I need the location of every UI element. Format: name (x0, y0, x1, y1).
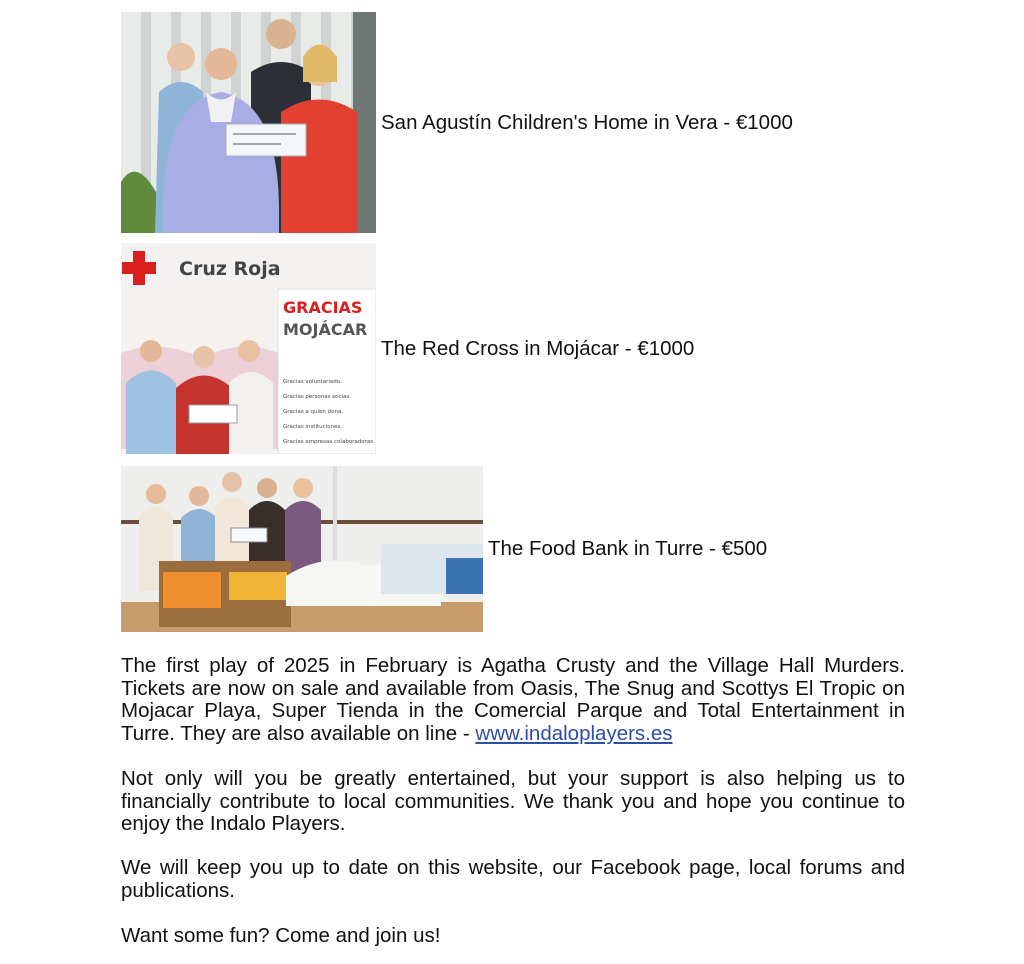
svg-text:MOJÁCAR: MOJÁCAR (283, 320, 368, 339)
donation-photo-3 (121, 466, 483, 632)
support-paragraph: Not only will you be greatly entertained, but your support is also helping us to financially contribute to local communities. We thank you and hope you continue to enjoy the Indalo Players. (121, 767, 905, 835)
join-us-paragraph: Want some fun? Come and join us! (121, 924, 441, 947)
donation-caption-3: The Food Bank in Turre - €500 (488, 537, 768, 560)
group-photo-icon (121, 243, 376, 454)
svg-text:Gracias voluntariado.: Gracias voluntariado. (283, 379, 342, 385)
indaloplayers-link[interactable]: www.indaloplayers.es (475, 721, 673, 745)
svg-text:Gracias a quien dona.: Gracias a quien dona. (283, 409, 344, 415)
svg-text:GRACIAS: GRACIAS (283, 298, 363, 317)
play-announcement-text: The first play of 2025 in February is Agatha Crusty and the Village Hall Murders. Tickets are now on sale and available from Oasis, The Snug and Scottys El Tropic on Mojacar Playa, Super Tienda in the Comercial Parque and Total Entertainment in Turre. They are also available on line - (121, 654, 905, 745)
donation-caption-2: The Red Cross in Mojácar - €1000 (381, 336, 695, 360)
svg-text:Gracias instituciones.: Gracias instituciones. (283, 424, 343, 430)
donation-row-3 (121, 466, 767, 632)
play-announcement-paragraph (121, 655, 905, 745)
donation-photo-2 (121, 243, 376, 454)
donation-caption-1: San Agustín Children's Home in Vera - €1000 (381, 110, 793, 134)
svg-text:Gracias empresas colaboradoras: Gracias empresas colaboradoras (283, 439, 374, 445)
red-cross-org-text: Cruz Roja (179, 258, 281, 280)
group-photo-icon (121, 466, 483, 632)
donation-photo-1 (121, 12, 376, 233)
donation-row-2 (121, 243, 694, 454)
updates-paragraph: We will keep you up to date on this website, our Facebook page, local forums and publications. (121, 856, 905, 902)
svg-text:Gracias personas socias.: Gracias personas socias. (283, 394, 352, 400)
group-photo-icon (121, 12, 376, 233)
donation-row-1 (121, 12, 793, 233)
